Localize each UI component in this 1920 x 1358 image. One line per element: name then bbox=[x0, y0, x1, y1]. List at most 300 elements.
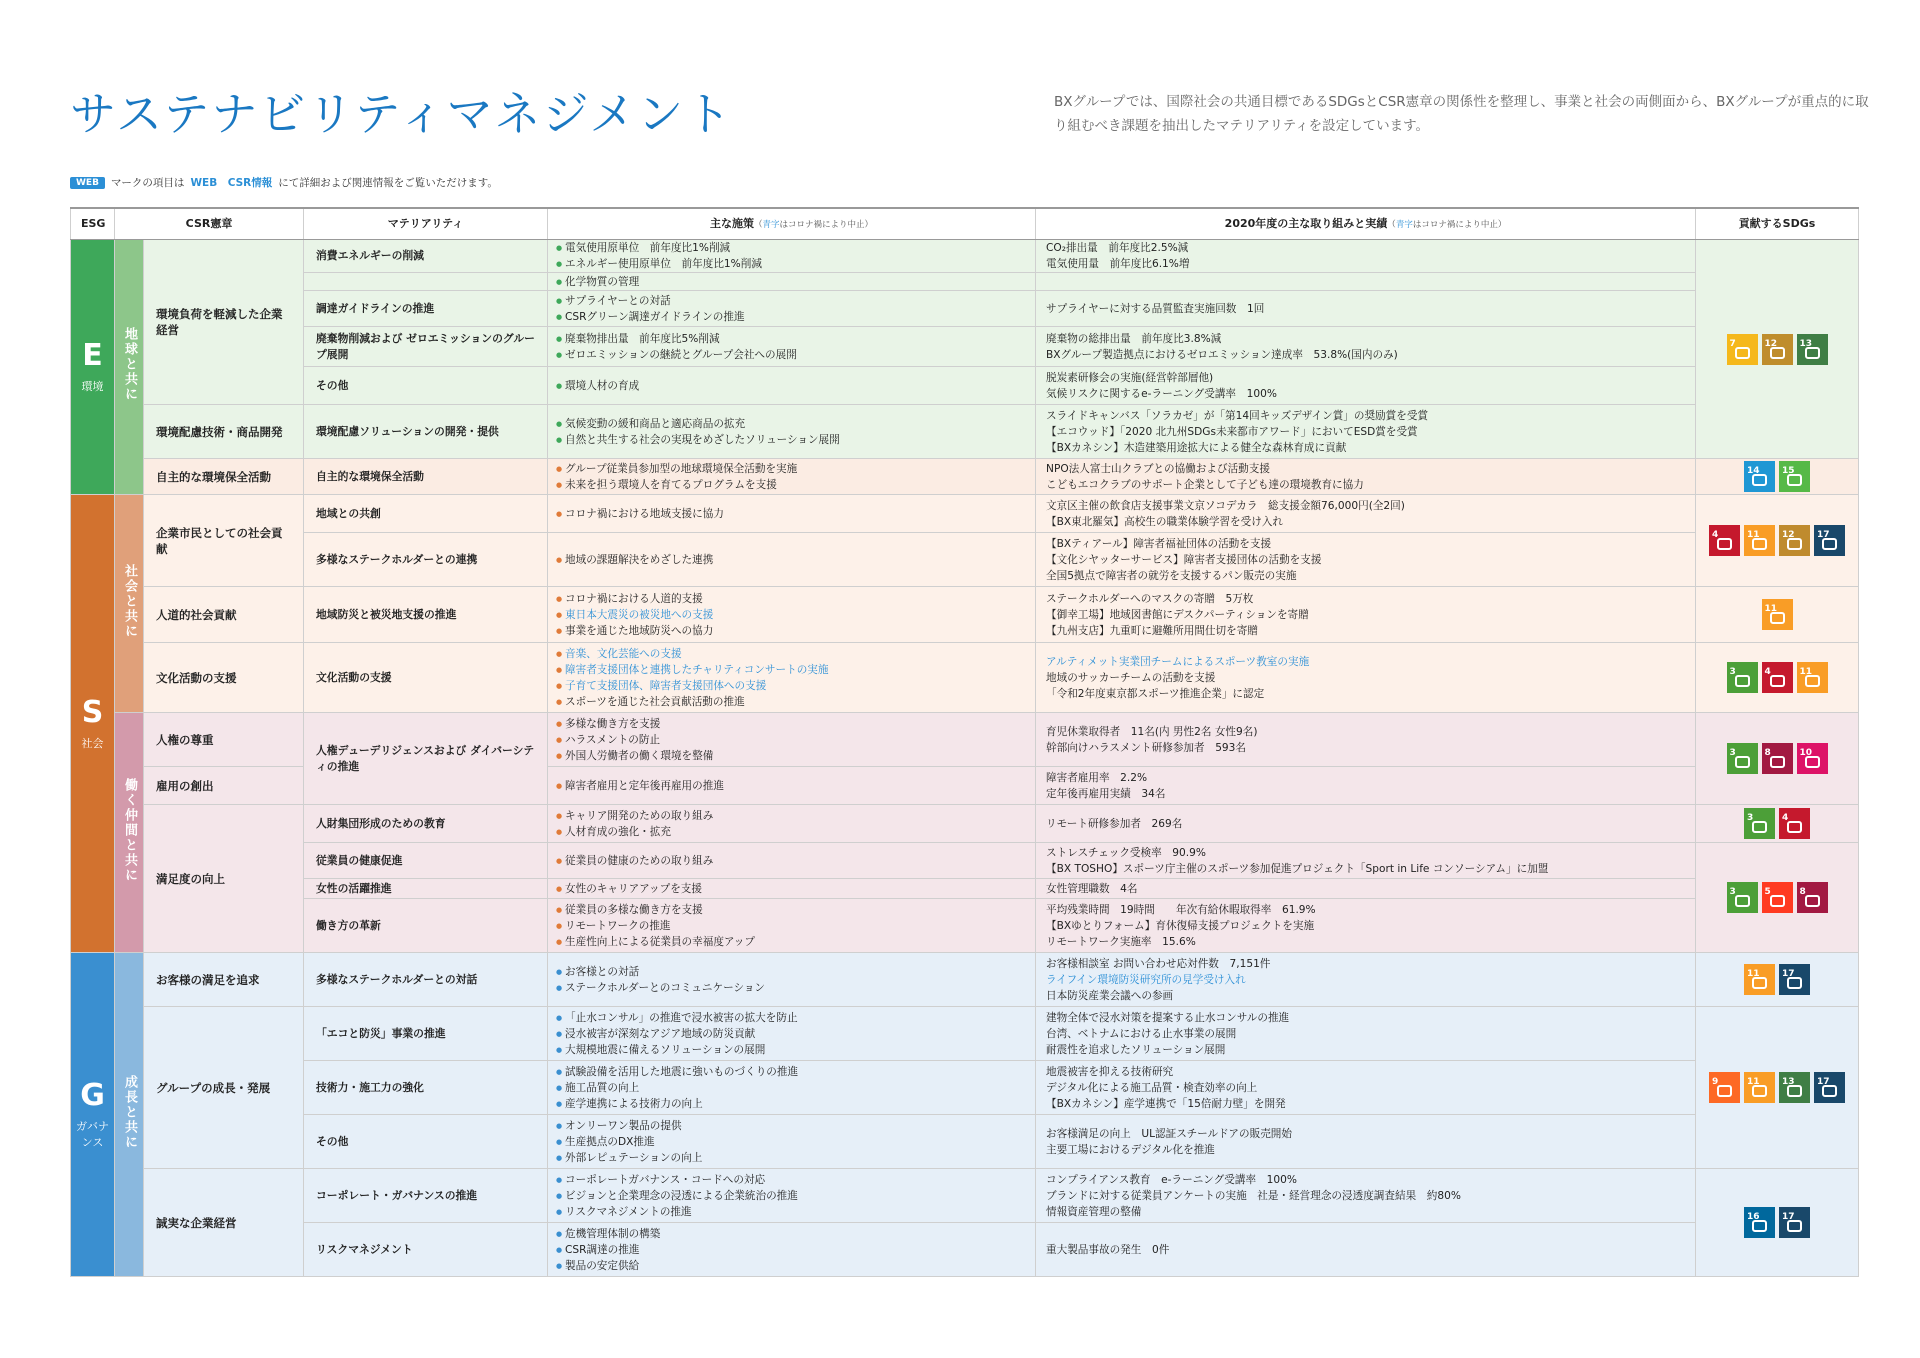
result-item: 定年後再雇用実績 34名 bbox=[1046, 787, 1166, 800]
sdg-12-icon bbox=[1779, 525, 1810, 556]
result-item: お客様相談室 お問い合わせ応対件数 7,151件 bbox=[1046, 957, 1271, 970]
list-item: ● 人材育成の強化・拡充 bbox=[556, 824, 1025, 840]
table-row bbox=[71, 805, 1859, 843]
list-item: ● ステークホルダーとのコミュニケーション bbox=[556, 980, 1025, 996]
sdg-number: 17 bbox=[1817, 530, 1830, 540]
measures-e1 bbox=[556, 240, 1025, 272]
csr-s5: 人権の尊重 bbox=[144, 713, 304, 767]
table-row bbox=[71, 495, 1859, 533]
list-item: ● スポーツを通じた社会貢献活動の推進 bbox=[556, 694, 1025, 710]
table-row bbox=[71, 879, 1859, 899]
sdg-pictogram-icon bbox=[1787, 538, 1802, 550]
sdg-4-icon bbox=[1709, 525, 1740, 556]
result-item: 【BXカネシン】産学連携で「15倍耐力壁」を開発 bbox=[1046, 1097, 1286, 1110]
list-item: ● 従業員の多様な働き方を支援 bbox=[556, 902, 1025, 918]
result-item: 廃棄物の総排出量 前年度比3.8%減 bbox=[1046, 332, 1222, 345]
csr-s1: 企業市民としての社会貢献 bbox=[144, 495, 304, 587]
list-item: ● 生産拠点のDX推進 bbox=[556, 1134, 1025, 1150]
result-item: 障害者雇用率 2.2% bbox=[1046, 771, 1148, 784]
list-item: ● コロナ禍における地域支援に協力 bbox=[556, 506, 1025, 522]
sdg-pictogram-icon bbox=[1787, 821, 1802, 833]
result-item: 地震被害を抑える技術研究 bbox=[1046, 1065, 1174, 1078]
list-item: ● リモートワークの推進 bbox=[556, 918, 1025, 934]
list-item: ● 地域の課題解決をめざした連携 bbox=[556, 552, 1025, 568]
results-e2 bbox=[1036, 291, 1696, 327]
sdg-10-icon bbox=[1797, 743, 1828, 774]
results-e3 bbox=[1036, 327, 1696, 367]
paren-rest: はコロナ禍により中止） bbox=[1412, 219, 1507, 230]
sdg-number: 12 bbox=[1782, 530, 1795, 540]
list-item: ● 環境人材の育成 bbox=[556, 378, 1025, 394]
list-item: ● 化学物質の管理 bbox=[556, 274, 1025, 290]
result-item: 気候リスクに関するe-ラーニング受講率 100% bbox=[1046, 387, 1277, 400]
measures-e2 bbox=[556, 293, 1025, 325]
list-item: ● CSRグリーン調達ガイドラインの推進 bbox=[556, 309, 1025, 325]
sdg-pictogram-icon bbox=[1735, 895, 1750, 907]
materiality-s3: 地域防災と被災地支援の推進 bbox=[304, 587, 548, 643]
sdg-cell-s-corp bbox=[1696, 495, 1859, 587]
csr-g2: グループの成長・発展 bbox=[144, 1007, 304, 1169]
table-row bbox=[71, 587, 1859, 643]
result-item: コンプライアンス教育 e-ラーニング受講率 100% bbox=[1046, 1173, 1297, 1186]
result-item: 【文化シヤッターサービス】障害者支援団体の活動を支援 bbox=[1046, 553, 1322, 566]
sdg-cell-g-cust bbox=[1696, 953, 1859, 1007]
table-row bbox=[71, 459, 1859, 495]
web-csr-link[interactable]: WEB CSR情報 bbox=[190, 177, 273, 189]
csr-e6: 自主的な環境保全活動 bbox=[144, 459, 304, 495]
sdg-17-icon bbox=[1779, 964, 1810, 995]
sdg-3-icon bbox=[1727, 743, 1758, 774]
materiality-s10: 働き方の革新 bbox=[304, 899, 548, 953]
list-item: ● CSR調達の推進 bbox=[556, 1242, 1025, 1258]
sdg-number: 11 bbox=[1764, 604, 1778, 614]
sdg-pictogram-icon bbox=[1770, 347, 1785, 359]
sdg-9-icon bbox=[1709, 1072, 1740, 1103]
result-item: 【エコウッド】「2020 北九州SDGs未来都市アワード」においてESD賞を受賞 bbox=[1046, 425, 1418, 438]
results-e1 bbox=[1036, 240, 1696, 273]
materiality-s4: 文化活動の支援 bbox=[304, 643, 548, 713]
sdg-cell-s-work bbox=[1696, 843, 1859, 953]
sdg-cell-s-cul bbox=[1696, 643, 1859, 713]
materiality-g1: 多様なステークホルダーとの対話 bbox=[304, 953, 548, 1007]
sdg-number: 3 bbox=[1729, 748, 1736, 758]
sdg-pictogram-icon bbox=[1752, 1085, 1767, 1097]
list-item: ● 電気使用原単位 前年度比1%削減 bbox=[556, 240, 1025, 256]
result-item: NPO法人富士山クラブとの協働および活動支援 bbox=[1046, 462, 1270, 475]
group-colleagues-label: 働く仲間と共に bbox=[122, 777, 137, 883]
results-g6 bbox=[1036, 1223, 1696, 1277]
list-item: ● 気候変動の緩和商品と適応商品の拡充 bbox=[556, 416, 1025, 432]
result-item: スライドキャンバス「ソラカゼ」が「第14回キッズデザイン賞」の奨励賞を受賞 bbox=[1046, 409, 1429, 422]
materiality-e1: 消費エネルギーの削減 bbox=[304, 240, 548, 273]
list-item: ● ハラスメントの防止 bbox=[556, 732, 1025, 748]
list-item: ● サプライヤーとの対話 bbox=[556, 293, 1025, 309]
sdg-pictogram-icon bbox=[1787, 474, 1802, 486]
sdg-number: 8 bbox=[1764, 748, 1771, 758]
results-s2 bbox=[1036, 533, 1696, 587]
materiality-s9: 女性の活躍推進 bbox=[304, 879, 548, 899]
result-item: 「令和2年度東京都スポーツ推進企業」に認定 bbox=[1046, 687, 1265, 700]
sdg-pictogram-icon bbox=[1752, 821, 1767, 833]
sdg-cell-s-hum bbox=[1696, 587, 1859, 643]
list-item: ● 生産性向上による従業員の幸福度アップ bbox=[556, 934, 1025, 950]
list-item: ● 製品の安定供給 bbox=[556, 1258, 1025, 1274]
note-prefix: マークの項目は bbox=[110, 177, 185, 189]
list-item: ● キャリア開発のための取り組み bbox=[556, 808, 1025, 824]
measures-g5 bbox=[556, 1172, 1025, 1220]
results-g1 bbox=[1036, 953, 1696, 1007]
results-e6 bbox=[1036, 459, 1696, 495]
esg-s-label: 社会 bbox=[81, 736, 104, 750]
header-results-note bbox=[1387, 220, 1506, 230]
materiality-e5: 環境配慮ソリューションの開発・提供 bbox=[304, 405, 548, 459]
sdg-pictogram-icon bbox=[1752, 977, 1767, 989]
sdg-pictogram-icon bbox=[1770, 612, 1785, 624]
result-item: ステークホルダーへのマスクの寄贈 5万枚 bbox=[1046, 592, 1254, 605]
table-row bbox=[71, 1115, 1859, 1169]
header-results-label: 2020年度の主な取り組みと実績 bbox=[1224, 216, 1388, 230]
list-item: ● ビジョンと企業理念の浸透による企業統治の推進 bbox=[556, 1188, 1025, 1204]
sdg-cell-s-hr bbox=[1696, 713, 1859, 805]
paren-rest: はコロナ禍により中止） bbox=[779, 219, 874, 230]
materiality-g4: その他 bbox=[304, 1115, 548, 1169]
header-materiality: マテリアリティ bbox=[304, 208, 548, 240]
sdg-pictogram-icon bbox=[1770, 675, 1785, 687]
result-item: 全国5拠点で障害者の就労を支援するパン販売の実施 bbox=[1046, 569, 1297, 582]
materiality-table bbox=[70, 207, 1858, 1277]
sdg-number: 15 bbox=[1782, 466, 1795, 476]
measures-g6 bbox=[556, 1226, 1025, 1274]
table-row bbox=[71, 953, 1859, 1007]
sdg-17-icon bbox=[1779, 1207, 1810, 1238]
materiality-s2: 多様なステークホルダーとの連携 bbox=[304, 533, 548, 587]
measures-g1 bbox=[556, 964, 1025, 996]
esg-e-cell bbox=[71, 240, 115, 495]
materiality-s5: 人権デューデリジェンスおよび ダイバーシティの推進 bbox=[304, 713, 548, 805]
web-note bbox=[70, 175, 498, 190]
list-item: ● ゼロエミッションの継続とグループ会社への展開 bbox=[556, 347, 1025, 363]
list-item: ● 自然と共生する社会の実現をめざしたソリューション展開 bbox=[556, 432, 1025, 448]
group-society-label: 社会と共に bbox=[122, 563, 137, 639]
sdg-pictogram-icon bbox=[1787, 977, 1802, 989]
sdg-number: 9 bbox=[1712, 1077, 1719, 1087]
sdg-3-icon bbox=[1727, 882, 1758, 913]
sdg-11-icon bbox=[1744, 964, 1775, 995]
esg-e-label: 環境 bbox=[81, 380, 104, 393]
materiality-e6: 自主的な環境保全活動 bbox=[304, 459, 548, 495]
result-item: 育児休業取得者 11名(内 男性2名 女性9名) bbox=[1046, 725, 1258, 738]
result-item: 文京区主催の飲食店支援事業文京ソコデカラ 総支援金額76,000円(全2回) bbox=[1046, 499, 1405, 512]
results-g3 bbox=[1036, 1061, 1696, 1115]
table-row bbox=[71, 405, 1859, 459]
header-measures bbox=[548, 208, 1036, 240]
result-item: ストレスチェック受検率 90.9% bbox=[1046, 846, 1206, 859]
result-item: 女性管理職数 4名 bbox=[1046, 882, 1138, 895]
table-row bbox=[71, 1223, 1859, 1277]
group-earth bbox=[115, 240, 144, 495]
list-item: ● 障害者雇用と定年後再雇用の推進 bbox=[556, 778, 1025, 794]
materiality-e3: 廃棄物削減および ゼロエミッションのグループ展開 bbox=[304, 327, 548, 367]
list-item: ● 試験設備を活用した地震に強いものづくりの推進 bbox=[556, 1064, 1025, 1080]
web-tag: WEB bbox=[70, 177, 105, 189]
sdg-number: 14 bbox=[1747, 466, 1760, 476]
table-row bbox=[71, 240, 1859, 273]
list-item: ● 女性のキャリアアップを支援 bbox=[556, 881, 1025, 897]
sdg-number: 17 bbox=[1782, 1212, 1795, 1222]
sdg-4-icon bbox=[1779, 808, 1810, 839]
sdg-pictogram-icon bbox=[1770, 895, 1785, 907]
measures-g3 bbox=[556, 1064, 1025, 1112]
result-item: 主要工場におけるデジタル化を推進 bbox=[1046, 1143, 1215, 1156]
list-item: ● 「止水コンサル」の推進で浸水被害の拡大を防止 bbox=[556, 1010, 1025, 1026]
csr-s3: 人道的社会貢献 bbox=[144, 587, 304, 643]
intro-text: BXグループでは、国際社会の共通目標であるSDGsとCSR憲章の関係性を整理し、事業と社会の両側面から、BXグループが重点的に取り組むべき課題を抽出したマテリアリティを設定しています。 bbox=[1054, 94, 1869, 134]
measures-e4 bbox=[556, 378, 1025, 394]
table-row bbox=[71, 713, 1859, 767]
sdg-pictogram-icon bbox=[1787, 1220, 1802, 1232]
sdg-3-icon bbox=[1727, 662, 1758, 693]
result-item: 耐震性を追求したソリューション展開 bbox=[1046, 1043, 1226, 1056]
sdg-8-icon bbox=[1762, 743, 1793, 774]
measures-s3 bbox=[556, 591, 1025, 639]
sdg-cell-e-main bbox=[1696, 240, 1859, 459]
measures-e1b bbox=[556, 274, 1025, 290]
materiality-g2: 「エコと防災」事業の推進 bbox=[304, 1007, 548, 1061]
sdg-pictogram-icon bbox=[1752, 474, 1767, 486]
list-item: ● 音楽、文化芸能への支援 bbox=[556, 646, 1025, 662]
result-item: サプライヤーに対する品質監査実施回数 1回 bbox=[1046, 302, 1265, 315]
group-growth-label: 成長と共に bbox=[122, 1074, 137, 1150]
sdg-pictogram-icon bbox=[1770, 756, 1785, 768]
csr-s7: 満足度の向上 bbox=[144, 805, 304, 953]
list-item: ● コーポレートガバナンス・コードへの対応 bbox=[556, 1172, 1025, 1188]
group-earth-label: 地球と共に bbox=[122, 327, 137, 402]
sdg-number: 10 bbox=[1799, 748, 1813, 758]
table-row bbox=[71, 327, 1859, 367]
results-s5 bbox=[1036, 713, 1696, 767]
measures-g2 bbox=[556, 1010, 1025, 1058]
sdg-pictogram-icon bbox=[1822, 538, 1837, 550]
sdg-4-icon bbox=[1762, 662, 1793, 693]
measures-s1 bbox=[556, 506, 1025, 522]
table-row bbox=[71, 273, 1859, 291]
measures-s8 bbox=[556, 853, 1025, 869]
blue-note: 青字 bbox=[1395, 219, 1413, 230]
header-esg: ESG bbox=[71, 208, 115, 240]
paren-open: （ bbox=[753, 219, 763, 230]
group-growth bbox=[115, 953, 144, 1277]
result-item: CO₂排出量 前年度比2.5%減 bbox=[1046, 242, 1189, 254]
csr-e1: 環境負荷を軽減した企業経営 bbox=[144, 240, 304, 405]
result-item: アルティメット実業団チームによるスポーツ教室の実施 bbox=[1046, 655, 1310, 668]
list-item: ● お客様との対話 bbox=[556, 964, 1025, 980]
result-item: 【BX東北羅気】高校生の職業体験学習を受け入れ bbox=[1046, 515, 1284, 528]
list-item: ● 子育て支援団体、障害者支援団体への支援 bbox=[556, 678, 1025, 694]
esg-s-letter: S bbox=[81, 694, 104, 730]
measures-s10 bbox=[556, 902, 1025, 950]
header-measures-note bbox=[754, 220, 873, 230]
results-g2 bbox=[1036, 1007, 1696, 1061]
measures-e3 bbox=[556, 331, 1025, 363]
list-item: ● 従業員の健康のための取り組み bbox=[556, 853, 1025, 869]
sdg-15-icon bbox=[1779, 461, 1810, 492]
result-item: リモート研修参加者 269名 bbox=[1046, 817, 1183, 830]
list-item: ● 危機管理体制の構築 bbox=[556, 1226, 1025, 1242]
esg-s-cell bbox=[71, 495, 115, 953]
materiality-g5: コーポレート・ガバナンスの推進 bbox=[304, 1169, 548, 1223]
table-row bbox=[71, 533, 1859, 587]
result-item: 【BXカネシン】木造建築用途拡大による健全な森林育成に貢献 bbox=[1046, 441, 1347, 454]
sdg-number: 11 bbox=[1747, 969, 1760, 979]
csr-s6: 雇用の創出 bbox=[144, 767, 304, 805]
result-item: 重大製品事故の発生 0件 bbox=[1046, 1243, 1170, 1256]
note-suffix: にて詳細および関連情報をご覧いただけます。 bbox=[278, 177, 498, 189]
list-item: ● コロナ禍における人道的支援 bbox=[556, 591, 1025, 607]
result-item: 情報資産管理の整備 bbox=[1046, 1205, 1142, 1218]
sdg-12-icon bbox=[1762, 334, 1793, 365]
sdg-pictogram-icon bbox=[1822, 1085, 1837, 1097]
sdg-11-icon bbox=[1797, 662, 1828, 693]
sdg-pictogram-icon bbox=[1735, 756, 1750, 768]
measures-s7 bbox=[556, 808, 1025, 840]
results-s9 bbox=[1036, 879, 1696, 899]
results-e4 bbox=[1036, 367, 1696, 405]
materiality-s7: 人財集団形成のための教育 bbox=[304, 805, 548, 843]
csr-g5: 誠実な企業経営 bbox=[144, 1169, 304, 1277]
list-item: ● 事業を通じた地域防災への協力 bbox=[556, 623, 1025, 639]
list-item: ● リスクマネジメントの推進 bbox=[556, 1204, 1025, 1220]
sdg-cell-g-grow bbox=[1696, 1007, 1859, 1169]
sdg-pictogram-icon bbox=[1717, 538, 1732, 550]
header-csr: CSR憲章 bbox=[115, 208, 304, 240]
result-item: 幹部向けハラスメント研修参加者 593名 bbox=[1046, 741, 1247, 754]
table-row bbox=[71, 1007, 1859, 1061]
sdg-number: 7 bbox=[1729, 338, 1736, 349]
sdg-17-icon bbox=[1814, 525, 1845, 556]
result-item: 脱炭素研修会の実施(経営幹部層他) bbox=[1046, 371, 1214, 384]
results-e5 bbox=[1036, 405, 1696, 459]
sdg-14-icon bbox=[1744, 461, 1775, 492]
result-item: 電気使用量 前年度比6.1%増 bbox=[1046, 258, 1190, 270]
measures-e5 bbox=[556, 416, 1025, 448]
sdg-number: 12 bbox=[1764, 338, 1778, 349]
sdg-number: 3 bbox=[1747, 813, 1754, 823]
list-item: ● 外部レピュテーションの向上 bbox=[556, 1150, 1025, 1166]
result-item: 【BXティアール】障害者福祉団体の活動を支援 bbox=[1046, 537, 1272, 550]
result-item: 建物全体で浸水対策を提案する止水コンサルの推進 bbox=[1046, 1011, 1290, 1024]
table-row bbox=[71, 899, 1859, 953]
table-row bbox=[71, 843, 1859, 879]
sdg-pictogram-icon bbox=[1717, 1085, 1732, 1097]
measures-s5 bbox=[556, 716, 1025, 764]
group-society bbox=[115, 495, 144, 713]
sdg-11-icon bbox=[1744, 525, 1775, 556]
results-g5 bbox=[1036, 1169, 1696, 1223]
sdg-number: 17 bbox=[1782, 969, 1795, 979]
list-item: ● 施工品質の向上 bbox=[556, 1080, 1025, 1096]
sdg-number: 3 bbox=[1729, 667, 1736, 677]
sdg-11-icon bbox=[1762, 599, 1793, 630]
sdg-3-icon bbox=[1744, 808, 1775, 839]
sdg-8-icon bbox=[1797, 882, 1828, 913]
measures-s4 bbox=[556, 646, 1025, 710]
page-title: サステナビリティマネジメント bbox=[70, 87, 734, 141]
sdg-pictogram-icon bbox=[1752, 1220, 1767, 1232]
sdg-cell-s-edu bbox=[1696, 805, 1859, 843]
header-results bbox=[1036, 208, 1696, 240]
result-item: 【BX TOSHO】スポーツ庁主催のスポーツ参加促進プロジェクト「Sport in Life コンソーシアム」に加盟 bbox=[1046, 862, 1549, 875]
result-item: 平均残業時間 19時間 年次有給休暇取得率 61.9% bbox=[1046, 903, 1316, 916]
sdg-11-icon bbox=[1744, 1072, 1775, 1103]
list-item: ● 障害者支援団体と連携したチャリティコンサートの実施 bbox=[556, 662, 1025, 678]
result-item: 【御幸工場】地域図書館にデスクパーティションを寄贈 bbox=[1046, 608, 1309, 621]
table-row bbox=[71, 367, 1859, 405]
sdg-number: 5 bbox=[1764, 887, 1771, 897]
group-colleagues bbox=[115, 713, 144, 953]
materiality-e4: その他 bbox=[304, 367, 548, 405]
result-item: 地域のサッカーチームの活動を支援 bbox=[1046, 671, 1216, 684]
materiality-e1b bbox=[304, 273, 548, 291]
measures-e6 bbox=[556, 461, 1025, 493]
sdg-number: 13 bbox=[1799, 338, 1813, 349]
sdg-number: 17 bbox=[1817, 1077, 1830, 1087]
list-item: ● グループ従業員参加型の地球環境保全活動を実施 bbox=[556, 461, 1025, 477]
results-s10 bbox=[1036, 899, 1696, 953]
paren-open: （ bbox=[1387, 219, 1396, 230]
sdg-pictogram-icon bbox=[1735, 347, 1750, 359]
result-item: リモートワーク実施率 15.6% bbox=[1046, 935, 1196, 948]
sdg-pictogram-icon bbox=[1805, 675, 1820, 687]
sdg-number: 8 bbox=[1799, 887, 1806, 897]
result-item: こどもエコクラブのサポート企業として子ども達の環境教育に協力 bbox=[1046, 478, 1364, 491]
sdg-number: 4 bbox=[1782, 813, 1789, 823]
list-item: ● 多様な働き方を支援 bbox=[556, 716, 1025, 732]
table-row bbox=[71, 643, 1859, 713]
measures-s6 bbox=[556, 778, 1025, 794]
sdg-17-icon bbox=[1814, 1072, 1845, 1103]
sdg-pictogram-icon bbox=[1752, 538, 1767, 550]
sdg-cell-g-gov bbox=[1696, 1169, 1859, 1277]
results-s8 bbox=[1036, 843, 1696, 879]
sdg-number: 11 bbox=[1747, 530, 1760, 540]
csr-s4: 文化活動の支援 bbox=[144, 643, 304, 713]
sdg-number: 11 bbox=[1747, 1077, 1760, 1087]
materiality-g6: リスクマネジメント bbox=[304, 1223, 548, 1277]
result-item: ライフイン環境防災研究所の見学受け入れ bbox=[1046, 973, 1246, 986]
list-item: ● 外国人労働者の働く環境を整備 bbox=[556, 748, 1025, 764]
csr-g1: お客様の満足を追求 bbox=[144, 953, 304, 1007]
result-item: 日本防災産業会議への参画 bbox=[1046, 989, 1174, 1002]
sdg-pictogram-icon bbox=[1805, 347, 1820, 359]
sdg-number: 4 bbox=[1764, 667, 1771, 677]
sdg-13-icon bbox=[1779, 1072, 1810, 1103]
results-s7 bbox=[1036, 805, 1696, 843]
result-item: BXグループ製造拠点におけるゼロエミッション達成率 53.8%(国内のみ) bbox=[1046, 348, 1398, 361]
header-sdgs: 貢献するSDGs bbox=[1696, 208, 1859, 240]
sdg-13-icon bbox=[1797, 334, 1828, 365]
sdg-number: 16 bbox=[1747, 1212, 1760, 1222]
esg-g-cell bbox=[71, 953, 115, 1277]
list-item: ● 大規模地震に備えるソリューションの展開 bbox=[556, 1042, 1025, 1058]
table-row bbox=[71, 1169, 1859, 1223]
materiality-e2: 調達ガイドラインの推進 bbox=[304, 291, 548, 327]
result-item: お客様満足の向上 UL認証スチールドアの販売開始 bbox=[1046, 1127, 1292, 1140]
result-item: 【九州支店】九重町に避難所用間仕切を寄贈 bbox=[1046, 624, 1258, 637]
sdg-number: 4 bbox=[1712, 530, 1719, 540]
list-item: ● 未来を担う環境人を育てるプログラムを支援 bbox=[556, 477, 1025, 493]
results-s3 bbox=[1036, 587, 1696, 643]
results-s4 bbox=[1036, 643, 1696, 713]
